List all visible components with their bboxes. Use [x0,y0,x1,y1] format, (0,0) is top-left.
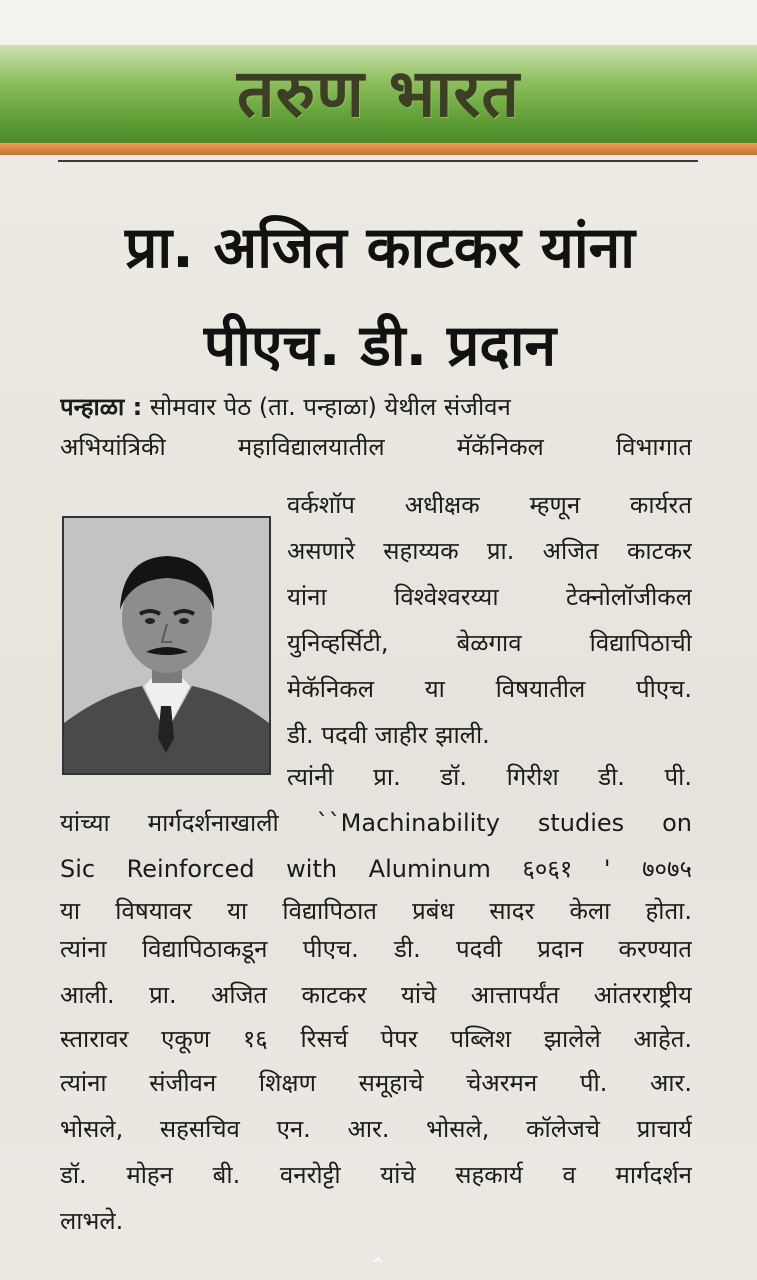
article-line: डी. पदवी जाहीर झाली. [287,721,490,749]
article-line: युनिव्हर्सिटी, बेळगाव विद्यापिठाची [287,629,692,657]
portrait-photo [62,516,271,775]
article-line: यांच्या मार्गदर्शनाखाली ``Machinability studies on [60,809,692,837]
article-line: वर्कशॉप अधीक्षक म्हणून कार्यरत [287,491,692,519]
article-line: स्तारावर एकूण १६ रिसर्च पेपर पब्लिश झालेले आहेत. [60,1025,692,1053]
article-line: भोसले, सहसचिव एन. आर. भोसले, कॉलेजचे प्राचार्य [60,1115,692,1143]
article-line: या विषयावर या विद्यापिठात प्रबंध सादर केला होता. [60,897,692,925]
article-line: असणारे सहाय्यक प्रा. अजित काटकर [287,537,692,565]
article-line: मेकॅनिकल या विषयातील पीएच. [287,675,692,703]
article-line: त्यांना विद्यापिठाकडून पीएच. डी. पदवी प्रदान करण्यात [60,935,692,963]
headline-line-1: प्रा. अजित काटकर यांना [124,215,636,281]
chevron-up-icon[interactable]: ⌃ [369,1253,387,1277]
dateline: पन्हाळा : [60,393,143,421]
top-margin [0,0,757,45]
article-line: लाभले. [60,1207,124,1235]
article-line: यांना विश्वेश्वरय्या टेक्नोलॉजीकल [287,583,692,611]
portrait-illustration [64,518,269,773]
article-line: डॉ. मोहन बी. वनरोट्टी यांचे सहकार्य व मार्गदर्शन [60,1161,692,1189]
headline-line-2: पीएच. डी. प्रदान [203,313,557,379]
article-line: पन्हाळा : सोमवार पेठ (ता. पन्हाळा) येथील संजीवन [60,393,511,421]
masthead-underline [0,143,757,155]
article-line: त्यांना संजीवन शिक्षण समूहाचे चेअरमन पी. आर. [60,1069,692,1097]
article-line: आली. प्रा. अजित काटकर यांचे आत्तापर्यंत आंतरराष्ट्रीय [60,981,692,1009]
article-line: अभियांत्रिकी महाविद्यालयातील मॅकॅनिकल विभागात [60,433,692,461]
divider [58,160,698,162]
masthead-title: तरुण भारत [237,55,520,132]
article-line: Sic Reinforced with Aluminum ६०६१ ' ७०७५ [60,855,692,883]
article-line: त्यांनी प्रा. डॉ. गिरीश डी. पी. [287,763,692,791]
